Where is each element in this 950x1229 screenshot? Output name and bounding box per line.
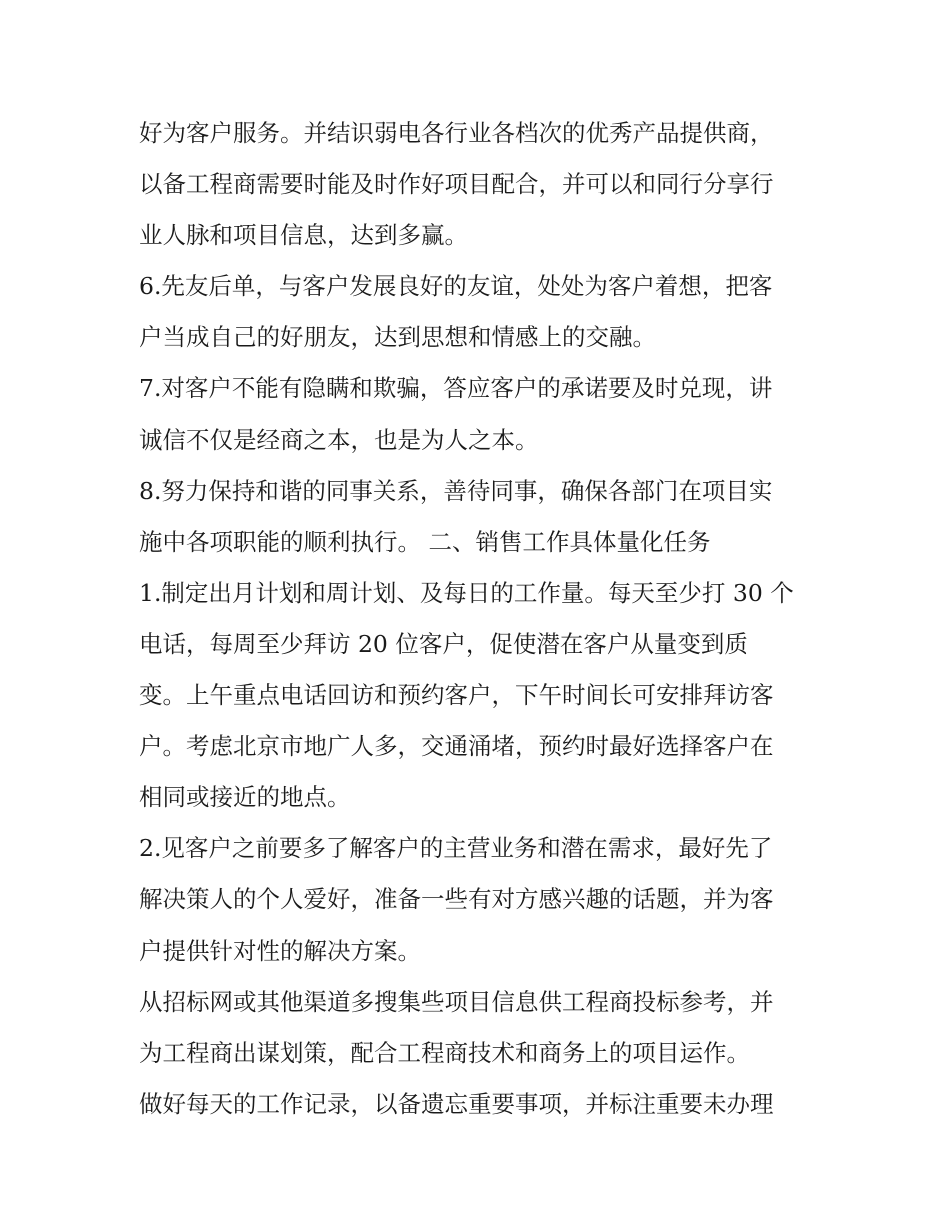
text-line: 以备工程商需要时能及时作好项目配合，并可以和同行分享行 xyxy=(139,170,774,199)
text-line: 户提供针对性的解决方案。 xyxy=(139,936,421,965)
text-line: 解决策人的个人爱好，准备一些有对方感兴趣的话题，并为客 xyxy=(139,885,774,914)
text-line: 6.先友后单，与客户发展良好的友谊，处处为客户着想，把客 xyxy=(139,272,773,301)
text-line: 户当成自己的好朋友，达到思想和情感上的交融。 xyxy=(139,323,656,352)
text-line: 变。上午重点电话回访和预约客户，下午时间长可安排拜访客 xyxy=(139,681,774,710)
text-line: 好为客户服务。并结识弱电各行业各档次的优秀产品提供商， xyxy=(139,119,774,147)
text-line: 施中各项职能的顺利执行。 二、销售工作具体量化任务 xyxy=(139,527,711,556)
document-body xyxy=(139,108,829,1130)
text-line: 相同或接近的地点。 xyxy=(139,783,351,812)
text-line: 1.制定出月计划和周计划、及每日的工作量。每天至少打 30 个 xyxy=(139,578,794,607)
text-line: 做好每天的工作记录，以备遗忘重要事项，并标注重要未办理 xyxy=(139,1089,774,1118)
text-line: 7.对客户不能有隐瞒和欺骗，答应客户的承诺要及时兑现，讲 xyxy=(139,374,773,403)
text-line: 业人脉和项目信息，达到多赢。 xyxy=(139,221,468,250)
text-line: 诚信不仅是经商之本，也是为人之本。 xyxy=(139,425,539,454)
text-line: 2.见客户之前要多了解客户的主营业务和潜在需求，最好先了 xyxy=(139,834,773,863)
text-line: 从招标网或其他渠道多搜集些项目信息供工程商投标参考，并 xyxy=(139,987,774,1016)
text-line: 户。考虑北京市地广人多，交通涌堵，预约时最好选择客户在 xyxy=(139,732,774,761)
text-line: 8.努力保持和谐的同事关系，善待同事，确保各部门在项目实 xyxy=(139,476,773,505)
text-line: 电话，每周至少拜访 20 位客户，促使潜在客户从量变到质 xyxy=(139,629,748,658)
text-line: 为工程商出谋划策，配合工程商技术和商务上的项目运作。 xyxy=(139,1038,750,1067)
